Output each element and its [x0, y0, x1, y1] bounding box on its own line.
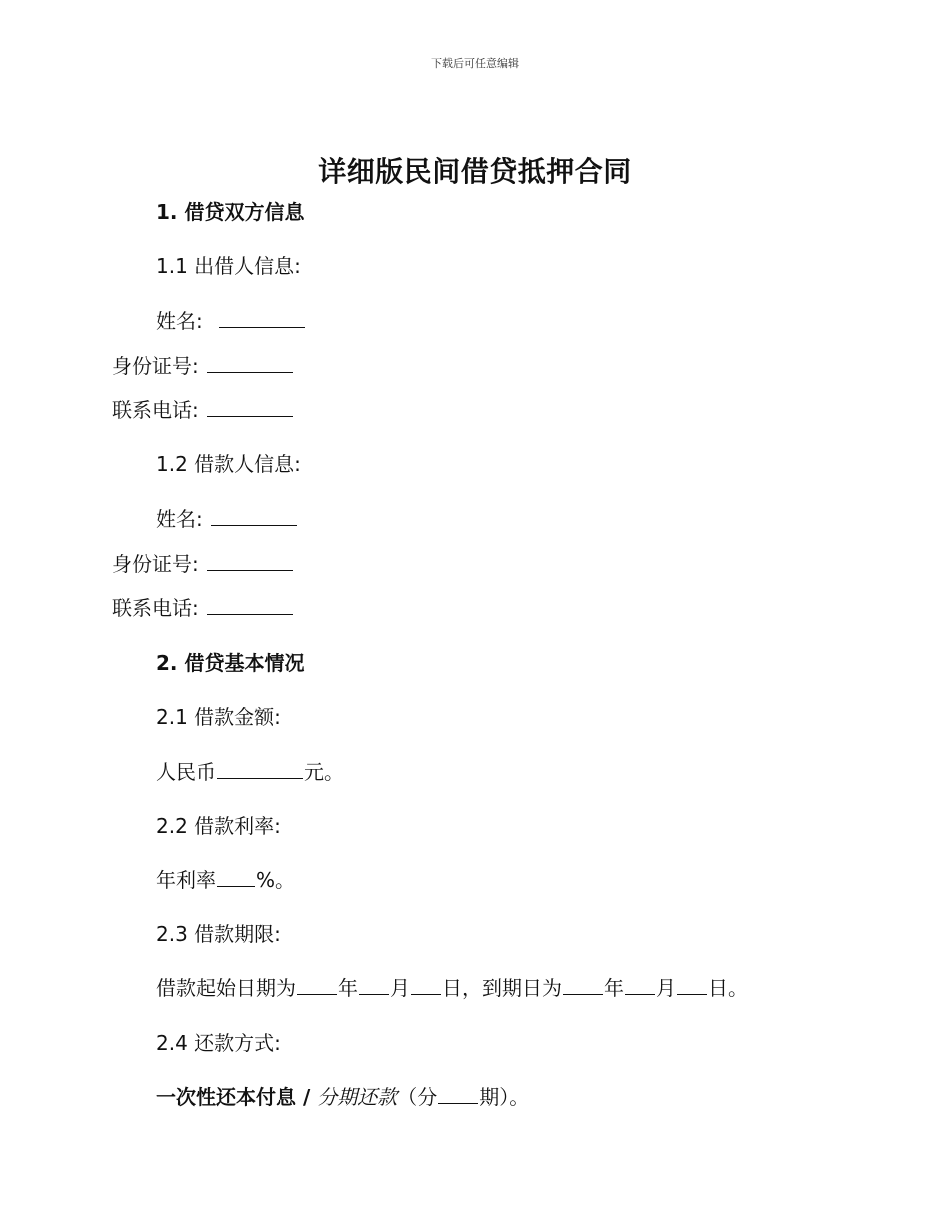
start-year-blank [297, 976, 337, 995]
amount-heading: 2.1 借款金额: [156, 705, 281, 729]
lender-id-label: 身份证号: [112, 354, 199, 378]
rate-row [156, 867, 295, 893]
section-1-heading: 1. 借贷双方信息 [156, 200, 305, 224]
borrower-id-blank [207, 552, 293, 571]
rate-heading: 2.2 借款利率: [156, 814, 281, 838]
installment-count-blank [438, 1085, 478, 1104]
repayment-installment-option: 分期还款 [317, 1085, 398, 1109]
repayment-lump-option: 一次性还本付息 [156, 1085, 296, 1109]
installment-suffix: 期）。 [479, 1085, 530, 1109]
lender-phone-label: 联系电话: [112, 398, 199, 422]
repayment-row [156, 1084, 529, 1110]
lender-id-row [112, 353, 294, 379]
lender-info-heading: 1.1 出借人信息: [156, 254, 301, 278]
term-end-month-label: 月 [656, 976, 676, 1000]
term-month-label: 月 [390, 976, 410, 1000]
borrower-phone-blank [207, 596, 293, 615]
term-year-label: 年 [338, 976, 358, 1000]
amount-prefix: 人民币 [156, 760, 216, 784]
rate-suffix: %。 [256, 868, 296, 892]
lender-phone-blank [207, 398, 293, 417]
lender-id-blank [207, 354, 293, 373]
amount-blank [217, 760, 303, 779]
term-end-prefix: 到期日为 [482, 976, 562, 1000]
term-day-comma: 日， [442, 976, 482, 1000]
start-month-blank [359, 976, 389, 995]
repayment-separator: / [296, 1085, 318, 1109]
end-month-blank [625, 976, 655, 995]
amount-suffix: 元。 [304, 760, 344, 784]
borrower-phone-label: 联系电话: [112, 596, 199, 620]
term-start-prefix: 借款起始日期为 [156, 976, 296, 1000]
lender-name-label: 姓名: [156, 309, 203, 333]
term-end-year-label: 年 [604, 976, 624, 1000]
amount-row [156, 759, 344, 785]
document-title: 详细版民间借贷抵押合同 [318, 155, 632, 188]
borrower-info-heading: 1.2 借款人信息: [156, 452, 301, 476]
repayment-heading: 2.4 还款方式: [156, 1031, 281, 1055]
header-note: 下载后可任意编辑 [431, 57, 519, 70]
end-year-blank [563, 976, 603, 995]
rate-blank [217, 868, 255, 887]
installment-prefix: （分 [397, 1085, 438, 1109]
term-day-end: 日。 [708, 976, 748, 1000]
rate-prefix: 年利率 [156, 868, 216, 892]
lender-phone-row [112, 397, 294, 423]
lender-name-blank [219, 309, 305, 328]
end-day-blank [677, 976, 707, 995]
term-heading: 2.3 借款期限: [156, 922, 281, 946]
borrower-name-row [156, 506, 298, 532]
borrower-phone-row [112, 595, 294, 621]
borrower-name-label: 姓名: [156, 507, 203, 531]
borrower-id-row [112, 551, 294, 577]
borrower-name-blank [211, 507, 297, 526]
section-2-heading: 2. 借贷基本情况 [156, 651, 305, 675]
borrower-id-label: 身份证号: [112, 552, 199, 576]
lender-name-row [156, 308, 306, 334]
term-row [156, 975, 748, 1001]
start-day-blank [411, 976, 441, 995]
